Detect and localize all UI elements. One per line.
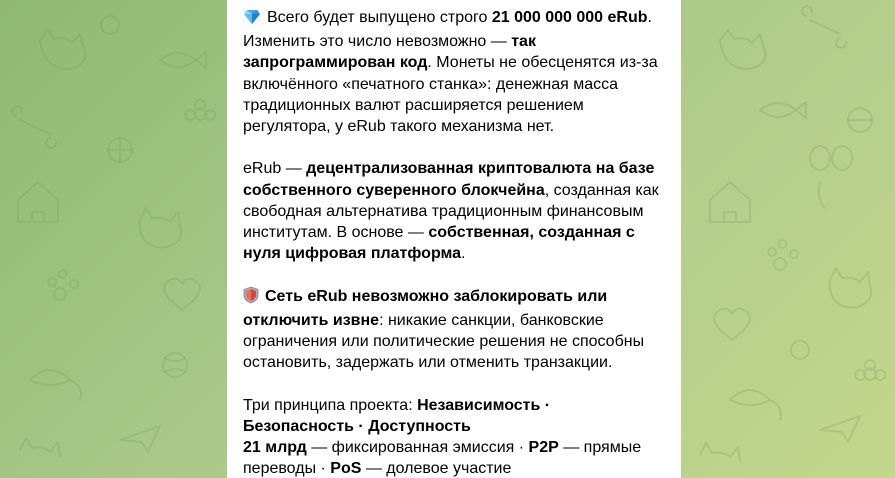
cat-doodle-icon (20, 438, 60, 456)
cat-doodle-icon (720, 30, 766, 69)
emission-code-phrase: так запрограммирован код (243, 33, 536, 72)
pos-text: — долевое участие (361, 460, 512, 478)
heart-doodle-icon (164, 279, 200, 310)
mouse-doodle-icon (30, 370, 81, 400)
emission-total: 21 млрд (243, 439, 307, 457)
mouse-doodle-icon (730, 390, 781, 420)
ball-doodle-icon (163, 353, 187, 377)
heart-doodle-icon (714, 309, 750, 340)
cat-doodle-icon (700, 443, 740, 461)
ball-doodle-icon (848, 108, 872, 132)
censorship-bold: Сеть eRub невозможно заблокировать или отключить извне (243, 287, 608, 329)
paragraph-emission (243, 7, 665, 137)
definition-text-3: . (461, 245, 466, 263)
fish-doodle-icon (760, 102, 806, 118)
pos-label: PoS (330, 460, 362, 478)
cat-doodle-icon (830, 268, 872, 308)
flower-doodle-icon (855, 360, 885, 380)
paragraph-censorship (243, 286, 665, 374)
house-doodle-icon (18, 182, 58, 222)
principles-list: Независимость · Безопасность · Доступность (243, 396, 551, 435)
definition-bold-1: децентрализованная криптовалюта на базе собственного суверенного блокчейна (243, 160, 655, 199)
emission-amount: 21 000 000 000 eRub (491, 9, 648, 26)
p2p-text: — прямые переводы · (243, 439, 642, 478)
gem-icon (243, 9, 261, 31)
star-doodle-icon (791, 341, 809, 359)
cat-doodle-icon (40, 30, 86, 69)
balloon-doodle-icon (810, 146, 852, 208)
flower-doodle-icon (185, 100, 215, 120)
message-bubble (227, 0, 681, 478)
ball-doodle-icon (108, 138, 132, 162)
censorship-text: : никакие санкции, банковские ограничения или политические решения не способны остановить, задержать или отменить транзакции. (243, 311, 645, 372)
paragraph-principles (243, 395, 665, 478)
paragraph-definition (243, 158, 665, 264)
emission-text-3: . Монеты не обесценятся из-за включённого «печатного станка»: денежная масса традиционных валют расширяется решением регулятора, у eRub такого механизма нет. (243, 54, 658, 136)
house-doodle-icon (710, 182, 750, 222)
emission-text-1: Всего будет выпущено строго (267, 9, 492, 26)
definition-bold-2: собственная, созданная с нуля цифровая платформа (243, 224, 635, 263)
emission-fixed-text: — фиксированная эмиссия · (306, 439, 529, 457)
principles-label: Три принципа проекта: (243, 396, 418, 414)
fish-doodle-icon (160, 52, 206, 68)
definition-text-1: eRub — (243, 160, 307, 178)
shield-icon (243, 286, 259, 310)
bone-doodle-icon (12, 106, 56, 148)
cat-doodle-icon (140, 208, 182, 248)
definition-text-2: , созданная как свободная альтернатива традиционным финансовым институтам. В основе — (243, 181, 659, 242)
bone-doodle-icon (802, 6, 846, 48)
star-doodle-icon (101, 16, 119, 34)
paw-doodle-icon (48, 270, 78, 300)
emission-text-2: . Изменить это число невозможно — (243, 9, 652, 51)
paw-doodle-icon (768, 240, 798, 270)
plane-doodle-icon (120, 426, 160, 452)
p2p-label: P2P (528, 439, 559, 457)
plane-doodle-icon (820, 416, 860, 442)
